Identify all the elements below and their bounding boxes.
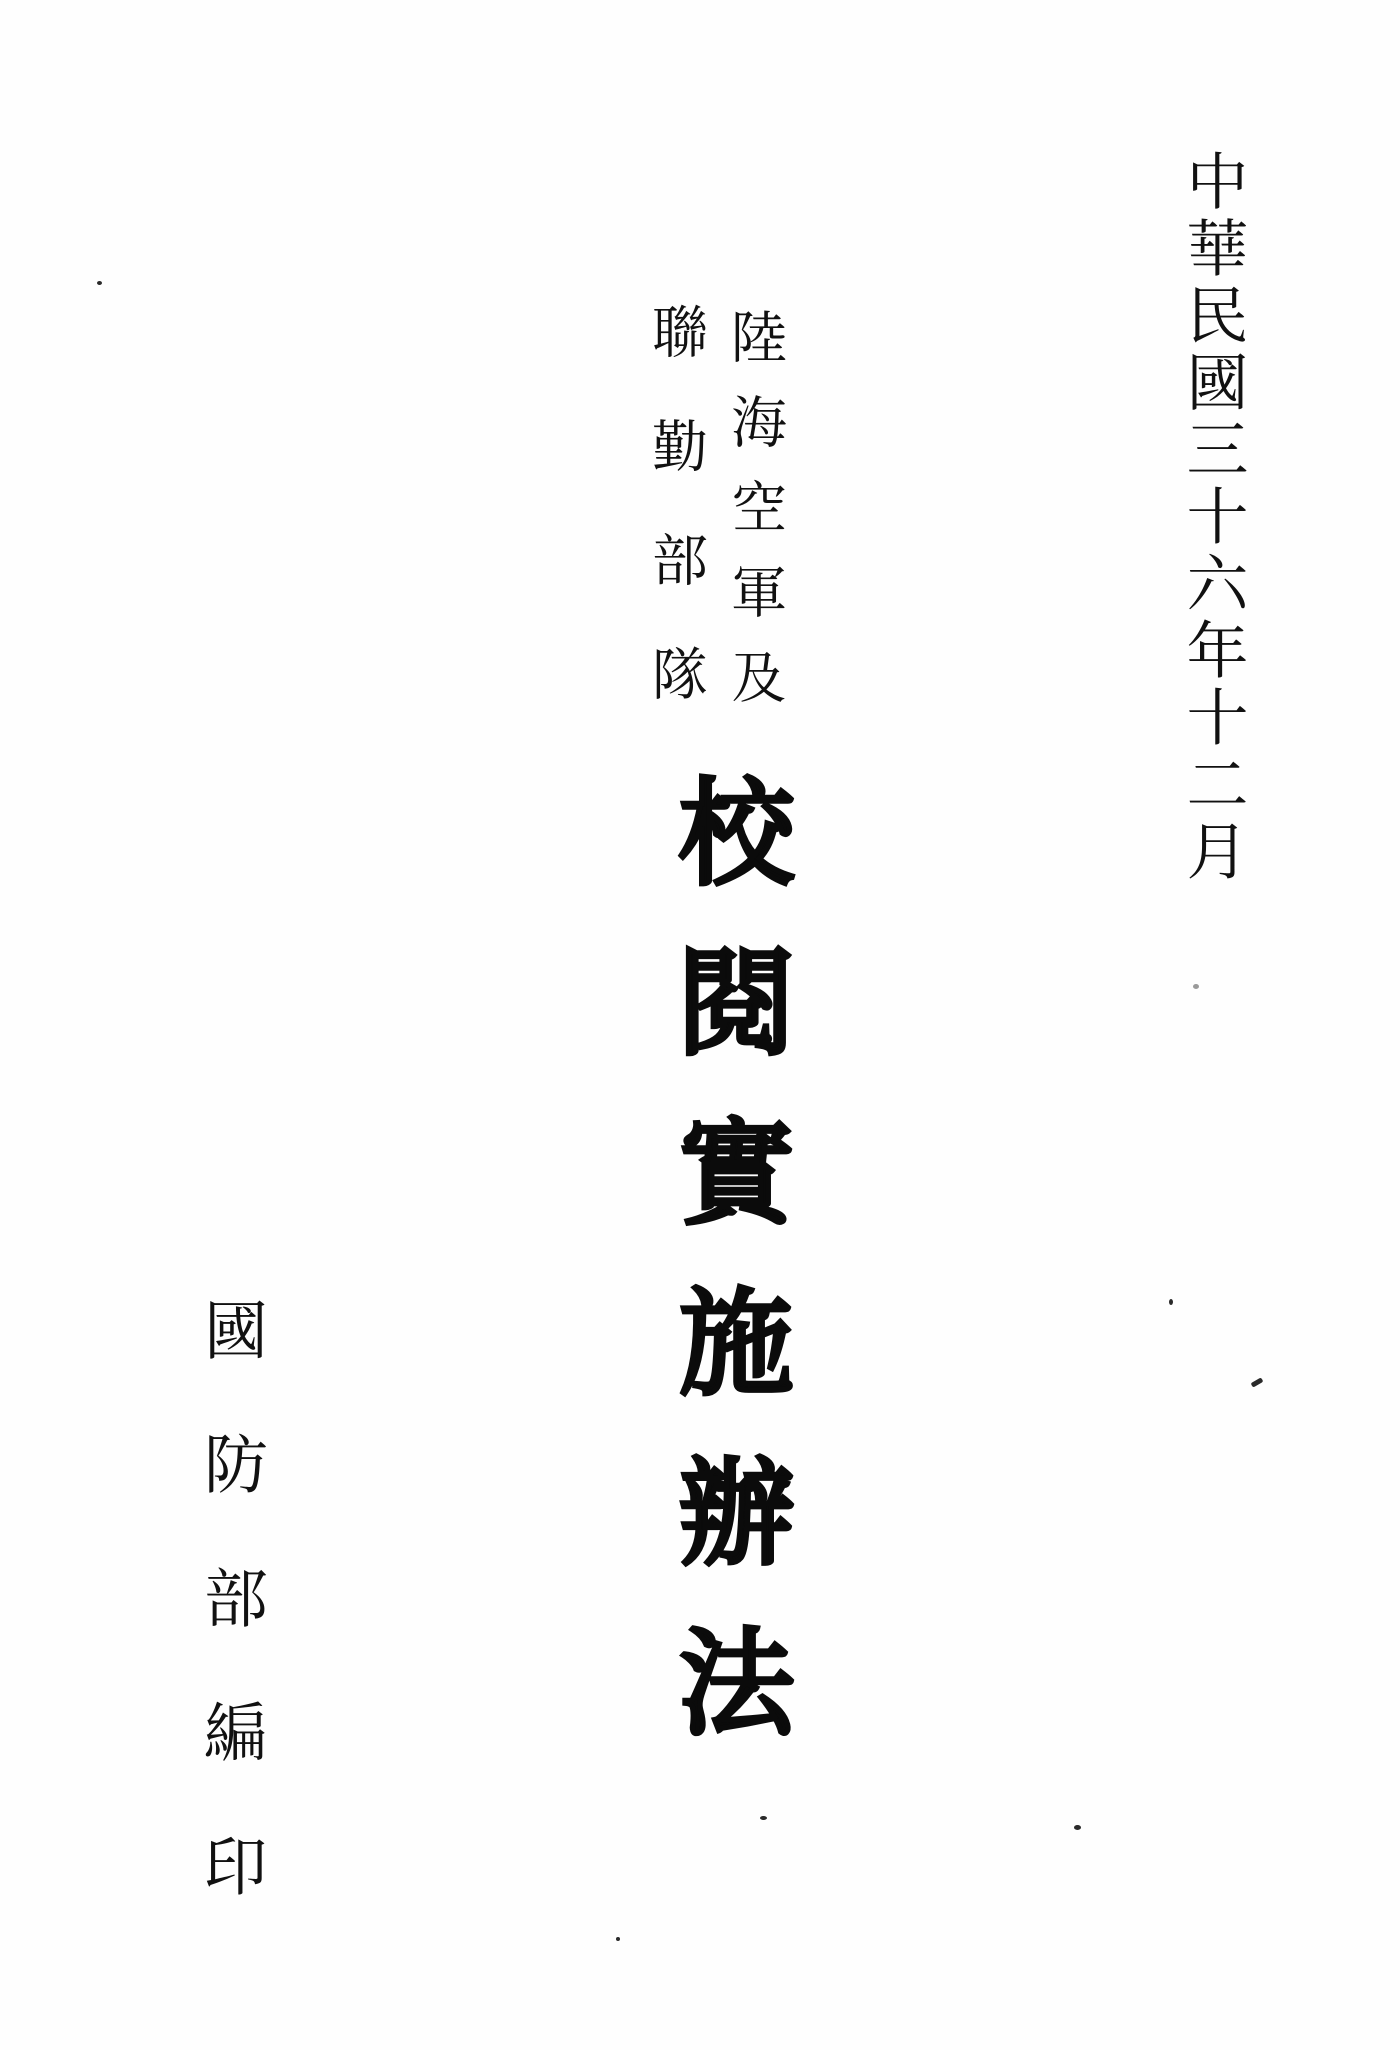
ink-speck — [1251, 1377, 1264, 1387]
issuing-unit-line-2: 聯勤部隊 — [644, 303, 706, 759]
ink-speck — [97, 281, 102, 285]
ink-speck — [1074, 1825, 1081, 1830]
ink-speck — [1193, 984, 1199, 989]
issuing-unit-line-1: 陸海空軍及 — [723, 308, 785, 733]
ink-speck — [760, 1816, 767, 1820]
ink-speck — [616, 1937, 620, 1941]
publication-date-column: 中華民國三十六年十二月 — [1177, 149, 1245, 886]
book-title: 校閱實施辦法 — [661, 772, 789, 1792]
ink-speck — [1169, 1299, 1173, 1305]
publisher-column: 國防部編印 — [195, 1297, 266, 1967]
